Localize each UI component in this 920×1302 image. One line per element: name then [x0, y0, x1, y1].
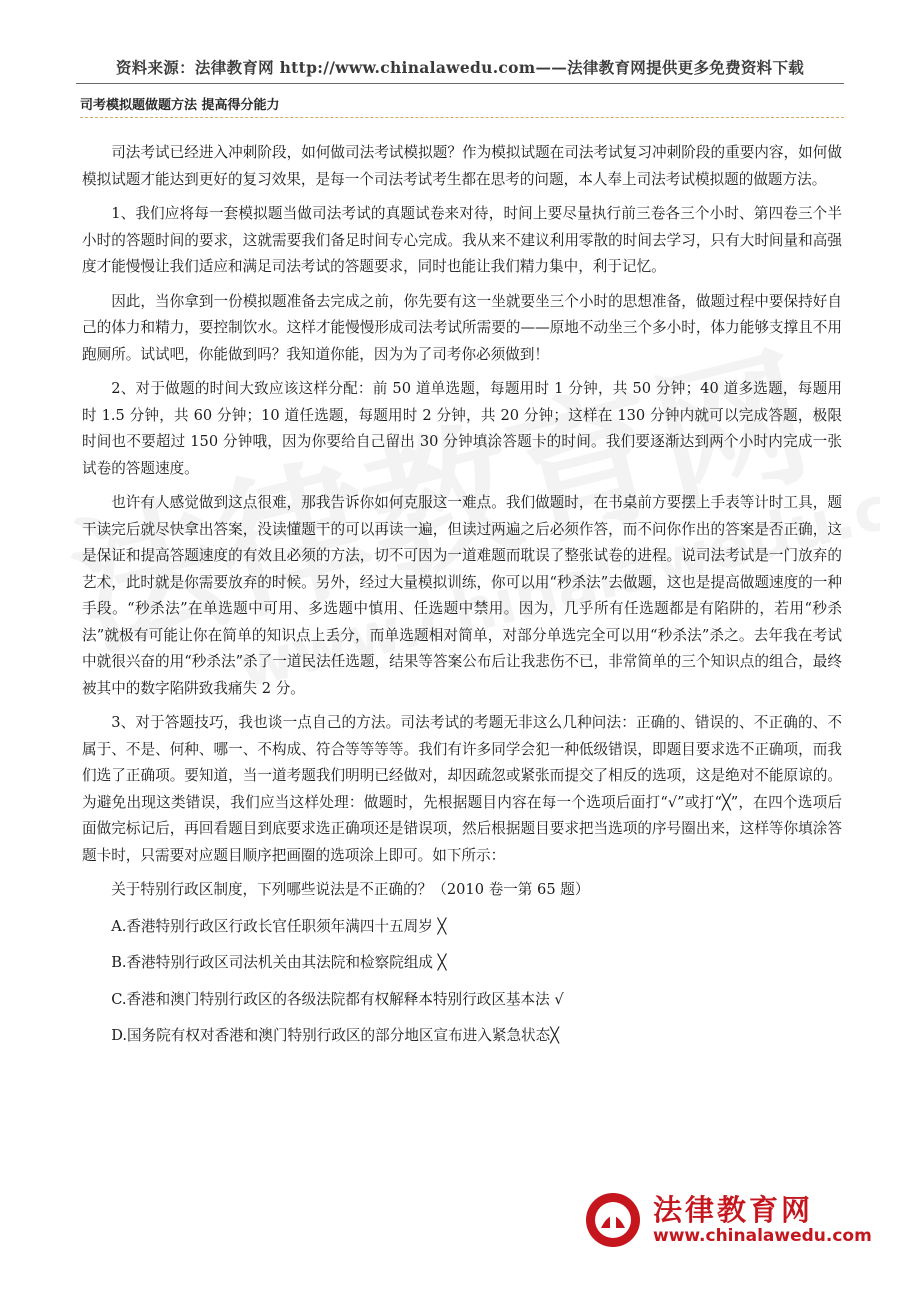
paragraph-point-2: 2、对于做题的时间大致应该这样分配：前 50 道单选题，每题用时 1 分钟，共 50 分钟；40 道多选题，每题用时 1.5 分钟，共 60 分钟；10 道任选题，每题用时 2 分钟，共 20 分钟；这样在 130 分钟内就可以完成答题，极限时间也不要超过 150 分钟哦，因为你要给自己留出 30 分钟填涂答题卡的时间。我们要逐渐达到两个小时内完成一张试卷的答题速度。: [82, 380, 842, 477]
document-title: 司考模拟题做题方法 提高得分能力: [80, 98, 280, 113]
paragraph-point-1: 1、我们应将每一套模拟题当做司法考试的真题试卷来对待，时间上要尽量执行前三卷各三个小时、第四卷三个半小时的答题时间的要求，这就需要我们备足时间专心完成。我从来不建议利用零散的时间去学习，只有大时间量和高强度才能慢慢让我们适应和满足司法考试的答题要求，同时也能让我们精力集中，利于记忆。: [82, 205, 842, 275]
option-d: D.国务院有权对香港和澳门特别行政区的部分地区宣布进入紧急状态╳: [111, 1027, 560, 1044]
option-b: B.香港特别行政区司法机关由其法院和检察院组成 ╳: [111, 954, 447, 971]
document-body: [82, 140, 842, 1060]
logo-emblem-icon: [583, 1190, 643, 1250]
paragraph-intro: 司法考试已经进入冲刺阶段，如何做司法考试模拟题？作为模拟试题在司法考试复习冲刺阶段的重要内容，如何做模拟试题才能达到更好的复习效果，是每一个司法考试考生都在思考的问题，本人奉上司法考试模拟题的做题方法。: [82, 144, 842, 188]
logo-name: 法律教育网: [653, 1193, 814, 1227]
header-divider: [76, 83, 844, 84]
paragraph-preparation: 因此，当你拿到一份模拟题准备去完成之前，你先要有这一坐就要坐三个小时的思想准备，做题过程中要保持好自己的体力和精力，要控制饮水。这样才能慢慢形成司法考试所需要的——原地不动坐三个多小时，体力能够支撑且不用跑厕所。试试吧，你能做到吗？我知道你能，因为为了司考你必须做到！: [82, 292, 842, 363]
logo-url: www.chinalawedu.com: [653, 1226, 872, 1246]
option-c: C.香港和澳门特别行政区的各级法院都有权解释本特别行政区基本法 √: [111, 990, 564, 1008]
site-logo: [583, 1188, 872, 1260]
page-header-source: 资料来源：法律教育网 http://www.chinalawedu.com——法律教育网提供更多免费资料下载: [115, 58, 805, 77]
option-a: A.香港特别行政区行政长官任职须年满四十五周岁 ╳: [111, 917, 447, 935]
paragraph-point-3: 3、对于答题技巧，我也谈一点自己的方法。司法考试的考题无非这么几种问法：正确的、错误的、不正确的、不属于、不是、何种、哪一、不构成、符合等等等等。我们有许多同学会犯一种低级错误，即题目要求选不正确项，而我们选了正确项。要知道，当一道考题我们明明已经做对，却因疏忽或紧张而提交了相反的选项，这是绝对不能原谅的。为避免出现这类错误，我们应当这样处理：做题时，先根据题目内容在每一个选项后面打“√”或打“╳”，在四个选项后面做完标记后，再回看题目到底要求选正确项还是错误项，然后根据题目要求把当选项的序号圈出来，这样等你填涂答题卡时，只需要对应题目顺序把画圈的选项涂上即可。如下所示：: [82, 714, 842, 864]
title-divider: [80, 117, 844, 118]
paragraph-speed: 也许有人感觉做到这点很难，那我告诉你如何克服这一难点。我们做题时，在书桌前方要摆上手表等计时工具，题干读完后就尽快拿出答案，没读懂题干的可以再读一遍，但读过两遍之后必须作答，而不问你作出的答案是否正确，这是保证和提高答题速度的有效且必须的方法，切不可因为一道难题而耽误了整张试卷的进程。说司法考试是一门放弃的艺术，此时就是你需要放弃的时候。另外，经过大量模拟训练，你可以用“秒杀法”去做题，这也是提高做题速度的一种手段。“秒杀法”在单选题中可用、多选题中慎用、任选题中禁用。因为，几乎所有任选题都是有陷阱的，若用“秒杀法”就极有可能让你在简单的知识点上丢分，而单选题相对简单，对部分单选完全可以用“秒杀法”杀之。去年我在考试中就很兴奋的用“秒杀法”杀了一道民法任选题，结果等答案公布后让我悲伤不已，非常简单的三个知识点的组合，最终被其中的数字陷阱致我痛失 2 分。: [82, 494, 842, 697]
example-question: 关于特别行政区制度，下列哪些说法是不正确的？（2010 卷一第 65 题）: [111, 881, 590, 898]
